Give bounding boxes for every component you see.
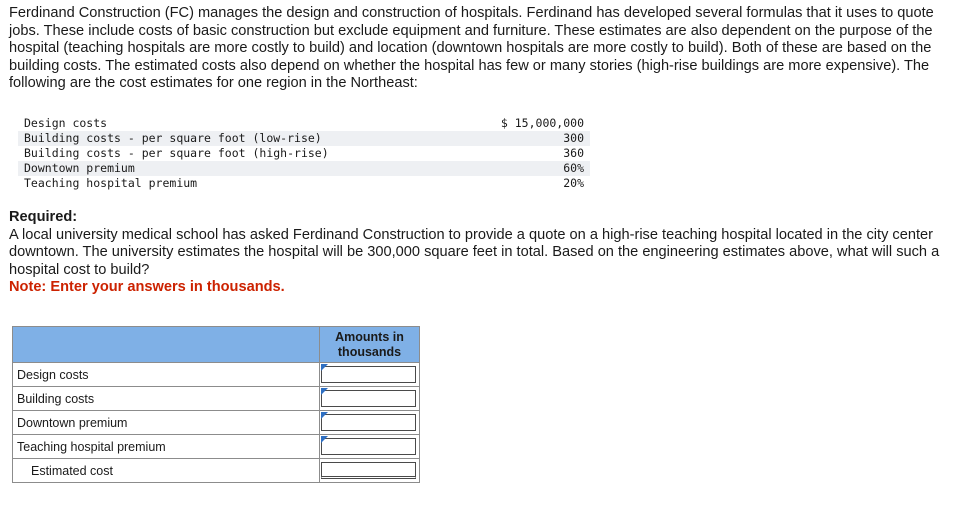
total-label: Estimated cost (13, 459, 320, 483)
required-note: Note: Enter your answers in thousands. (9, 279, 285, 296)
header-amount-cell: Amounts in thousands (320, 327, 420, 363)
estimate-value: 20% (563, 176, 584, 190)
estimate-label: Teaching hospital premium (24, 176, 198, 190)
problem-intro: Ferdinand Construction (FC) manages the design and construction of hospitals. Ferdinand has developed several formulas that it uses to quote jobs. These include costs of basic construction but exclude equipment and furniture. These estimates are also dependent on the purpose of the hospital (teaching hospitals are more costly to build) and location (downtown hospitals are more costly to build). Both of these are based on the building costs. The estimated costs also depend on whether the hospital has few or many stories (high-rise buildings are more expensive). The following are the cost estimates for one region in the Northeast: (9, 5, 934, 92)
estimate-row (18, 176, 590, 191)
answer-row (13, 363, 420, 387)
estimate-value: 360 (563, 146, 584, 160)
answer-row-label: Building costs (13, 387, 320, 411)
downtown-premium-input[interactable] (321, 414, 416, 431)
answer-row (13, 387, 420, 411)
estimate-value: $ 15,000,000 (500, 116, 584, 130)
answer-table (12, 326, 420, 483)
design-costs-input[interactable] (321, 366, 416, 383)
cost-estimates-table (18, 116, 590, 191)
answer-cell (320, 411, 420, 435)
estimate-label: Building costs - per square foot (high-rise) (24, 146, 329, 160)
answer-total-row (13, 459, 420, 483)
answer-row (13, 435, 420, 459)
estimate-row (18, 146, 590, 161)
estimate-row (18, 116, 590, 131)
estimate-value: 60% (430, 161, 590, 176)
input-marker-icon (321, 436, 328, 443)
estimate-label: Downtown premium (18, 161, 430, 176)
answer-row-label: Design costs (13, 363, 320, 387)
estimate-row (18, 131, 590, 146)
answer-cell (320, 387, 420, 411)
answer-row (13, 411, 420, 435)
header-label-cell (13, 327, 320, 363)
answer-row-label: Downtown premium (13, 411, 320, 435)
answer-header-row (13, 327, 420, 363)
answer-row-label: Teaching hospital premium (13, 435, 320, 459)
building-costs-input[interactable] (321, 390, 416, 407)
estimate-label: Design costs (24, 116, 108, 130)
input-marker-icon (321, 388, 328, 395)
input-marker-icon (321, 364, 328, 371)
answer-cell (320, 435, 420, 459)
estimated-cost-input[interactable] (321, 462, 416, 479)
input-marker-icon (321, 412, 328, 419)
estimate-row (18, 161, 590, 176)
estimate-value: 300 (430, 131, 590, 146)
teaching-premium-input[interactable] (321, 438, 416, 455)
required-section (9, 209, 954, 297)
required-heading: Required: (9, 209, 78, 225)
estimate-label: Building costs - per square foot (low-rise) (18, 131, 430, 146)
total-cell (320, 459, 420, 483)
answer-cell (320, 363, 420, 387)
required-body: A local university medical school has asked Ferdinand Construction to provide a quote on a high-rise teaching hospital located in the city center downtown. The university estimates the hospital will be 300,000 square feet in total. Based on the engineering estimates above, what will such a hospital cost to build? (9, 226, 940, 278)
